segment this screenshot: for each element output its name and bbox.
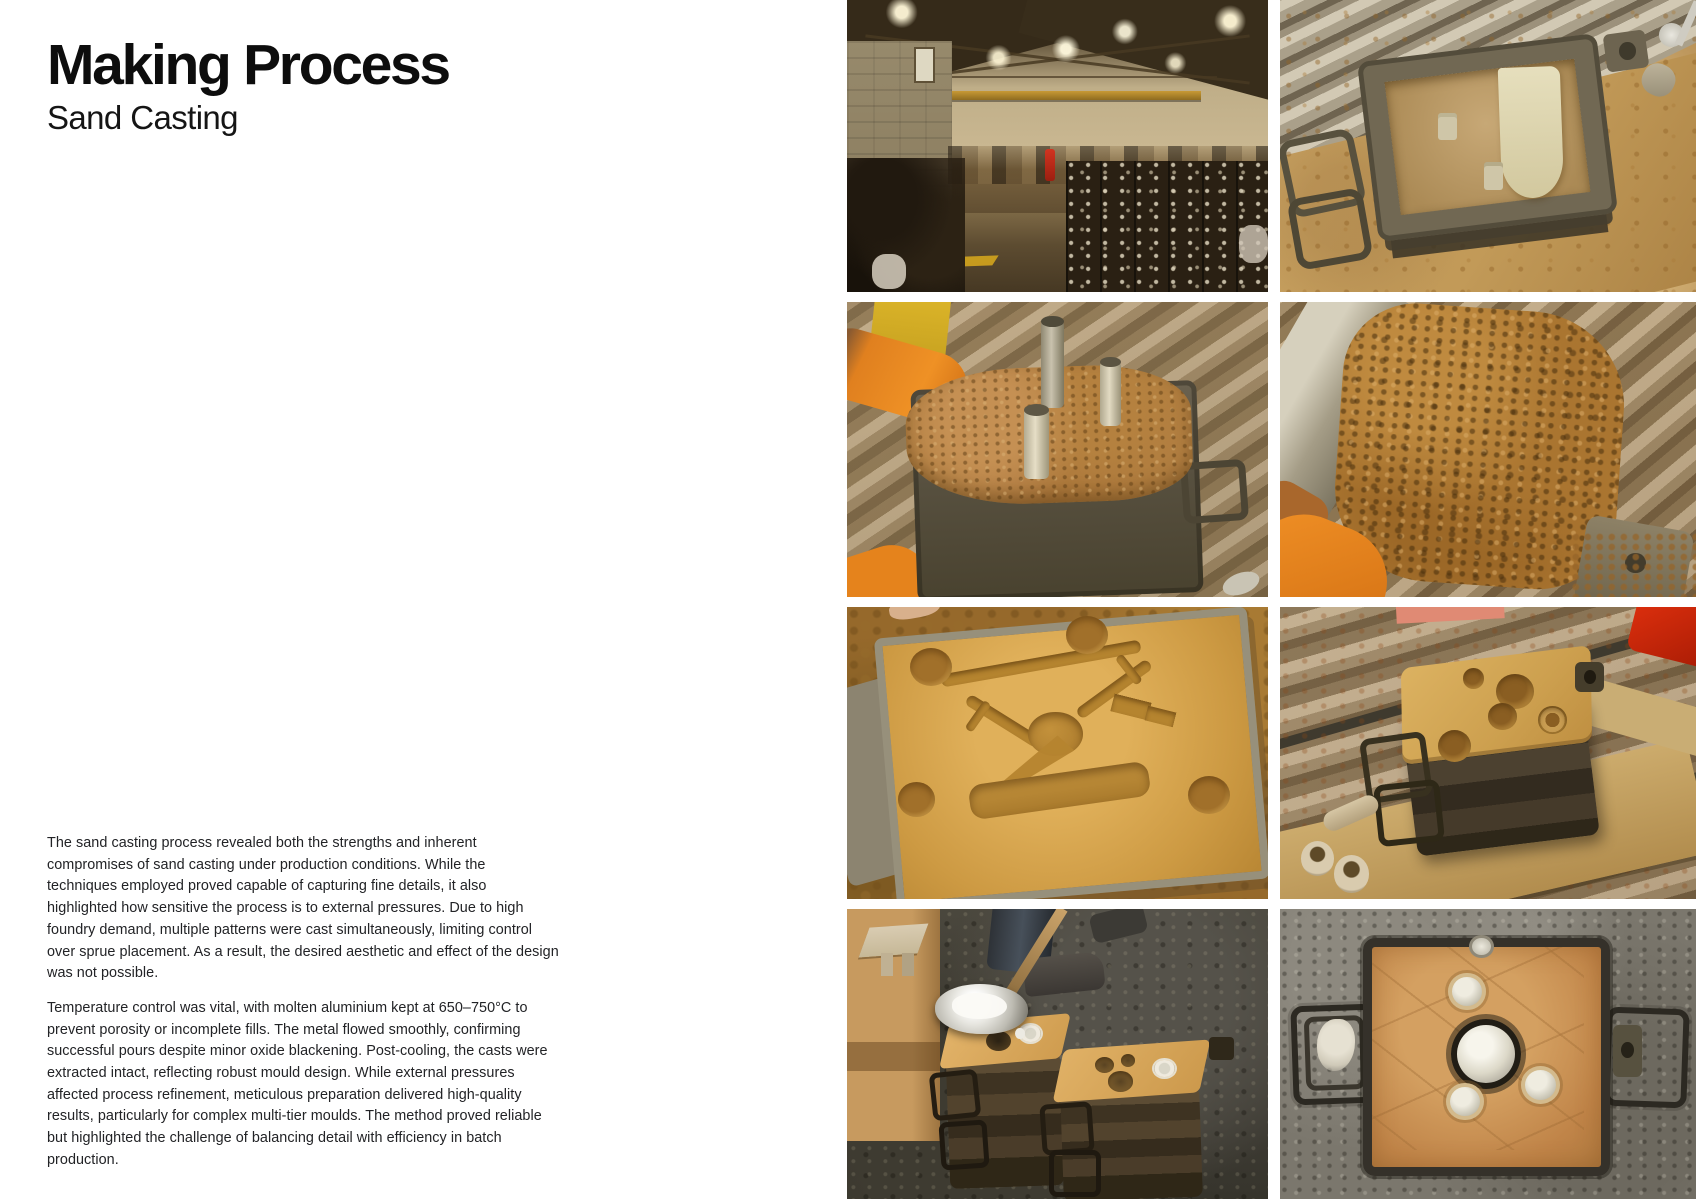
sprue-tube-opening xyxy=(1024,404,1049,416)
flask-handle xyxy=(1287,187,1375,272)
sprue-tube-opening xyxy=(1041,316,1064,328)
overhead-crane-beam xyxy=(931,91,1200,101)
casting-racks xyxy=(1066,161,1268,292)
ceramic-cylinder xyxy=(1301,841,1334,876)
photo-flask-with-pattern xyxy=(1280,0,1696,292)
intro-section xyxy=(47,33,667,136)
bench-shadow xyxy=(847,1042,940,1071)
pour-basin xyxy=(1438,730,1471,762)
core-pin xyxy=(1484,166,1503,189)
photo-grid xyxy=(847,0,1696,1199)
page-title: Making Process xyxy=(47,33,449,97)
photo-packing-sand xyxy=(847,302,1268,597)
corner-dimple xyxy=(910,648,952,686)
corner-dimple xyxy=(1066,616,1108,654)
photo-poured-mould-top xyxy=(1280,909,1696,1199)
photo-mould-cavity-imprint xyxy=(847,607,1268,899)
flask-handle xyxy=(929,1069,982,1121)
solidified-sprue-button xyxy=(1446,1083,1483,1120)
pour-hole xyxy=(1095,1057,1114,1073)
flask-handle xyxy=(1039,1102,1094,1156)
pattern-insert xyxy=(1498,66,1565,199)
flask-lug-hole xyxy=(1621,1042,1633,1058)
page-subtitle: Sand Casting xyxy=(47,98,238,136)
paragraph-temperature-results: Temperature control was vital, with molten aluminium kept at 650–750°C to prevent porosity or incomplete fills. The metal flowed smoothly, confirming successful pours despite minor oxide blackening. Post-cooling, the casts were extracted intact, reflecting robust mould design. While external pressures affected process refinement, meticulous preparation delivered high-quality results, particularly for complex multi-tier moulds. The method proved reliable but highlighted the challenge of balancing detail with efficiency in batch production. xyxy=(47,999,548,1168)
white-sack xyxy=(872,254,906,289)
sprue-cup xyxy=(1538,706,1567,734)
molten-aluminium xyxy=(952,993,1007,1019)
pour-hole xyxy=(1108,1071,1133,1091)
flask-handle xyxy=(1373,779,1445,847)
fire-extinguisher xyxy=(1045,149,1055,181)
flask-handle xyxy=(1049,1150,1101,1198)
white-sack xyxy=(1239,225,1268,263)
photo-closed-mould-stack xyxy=(1280,607,1696,899)
pour-basin xyxy=(1488,703,1517,729)
paragraph-process-findings: The sand casting process revealed both the strengths and inherent compromises of sand casting under production conditions. While the techniques employed proved capable of capturing fine details, it also highlighted how sensitive the process is to external pressures. Due to high foundry demand, multiple patterns were cast simultaneously, limiting control over sprue placement. As a result, the desired aesthetic and effect of the design was not possible. xyxy=(47,835,559,982)
sand-spill xyxy=(1571,532,1696,597)
solidified-sprue-button-large xyxy=(1451,1019,1521,1089)
wall-window xyxy=(914,47,935,83)
sprue-tube xyxy=(1024,408,1049,479)
body-copy xyxy=(47,833,559,1172)
photo-foundry-interior xyxy=(847,0,1268,292)
machinery-silhouettes xyxy=(847,158,965,292)
flask-lug-hole xyxy=(1619,42,1636,60)
pattern-piece-leg xyxy=(902,953,915,976)
photo-molten-pour xyxy=(847,909,1268,1199)
flask-lug xyxy=(1209,1037,1234,1060)
pattern-piece-leg xyxy=(881,953,894,976)
pour-basin xyxy=(1463,668,1484,688)
photo-sand-filled-flask xyxy=(1280,302,1696,597)
flask-handle xyxy=(938,1119,989,1170)
pour-hole xyxy=(986,1031,1011,1051)
sprue-tube xyxy=(1041,320,1064,409)
core-pin xyxy=(1438,117,1457,140)
flask-handle xyxy=(1180,459,1249,525)
sprue-tube xyxy=(1100,361,1121,426)
solidified-sprue-button xyxy=(1448,973,1485,1010)
